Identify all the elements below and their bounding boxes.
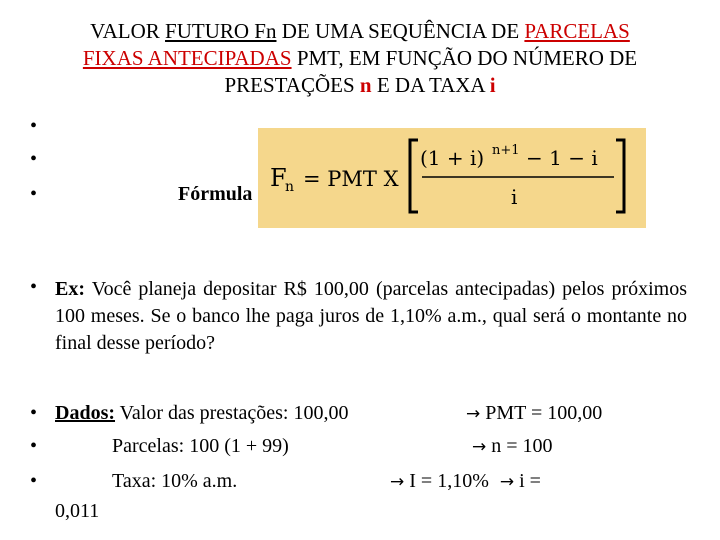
title-line-1: VALOR FUTURO Fn DE UMA SEQUÊNCIA DE PARCELAS [90, 19, 630, 43]
arrow-icon: → [472, 437, 487, 457]
dados-row-1-result: → PMT = 100,00 [466, 402, 603, 424]
arrow-icon: → [390, 472, 405, 492]
formula-label: Fórmula [178, 183, 253, 205]
title-line-2: FIXAS ANTECIPADAS PMT, EM FUNÇÃO DO NÚMERO DE [82, 46, 638, 70]
bullet-marker: • [30, 276, 38, 298]
dados-row-3: Taxa: 10% a.m. [112, 470, 238, 492]
title-i: i [489, 73, 496, 97]
example-label: Ex: [55, 278, 85, 300]
page-title [0, 18, 720, 99]
bullet-marker: • [30, 435, 38, 457]
formula-numerator-left: (1 + i) [420, 146, 485, 170]
title-future-value: FUTURO Fn [165, 19, 277, 43]
right-bracket [616, 140, 624, 212]
bullet-marker: • [30, 148, 38, 170]
dados-row-2: Parcelas: 100 (1 + 99) [112, 435, 289, 457]
bullet-marker: • [30, 402, 38, 424]
formula-box [258, 128, 646, 228]
example-paragraph [55, 276, 687, 357]
formula-exponent: n+1 [492, 143, 520, 158]
dados-row-2-result: → n = 100 [472, 435, 553, 457]
bullet-marker: • [30, 470, 38, 492]
formula-denominator: i [511, 185, 518, 209]
bullet-marker: • [30, 115, 38, 137]
formula-numerator-right: − 1 − i [526, 146, 598, 170]
title-n: n [359, 73, 372, 97]
dados-row-3-result: → I = 1,10% → i = [390, 470, 541, 492]
dados-row-1: Dados: Valor das prestações: 100,00 [55, 402, 349, 424]
example-text: Você planeja depositar R$ 100,00 (parcelas antecipadas) pelos próximos 100 meses. Se o banco lhe paga juros de 1,10% a.m., qual será o montante no final desse período? [55, 278, 688, 354]
bullet-marker: • [30, 183, 38, 205]
dados-label: Dados: [55, 402, 116, 424]
dados-row-3-continuation: 0,011 [55, 500, 100, 522]
formula-image [258, 128, 646, 228]
left-bracket [410, 140, 418, 212]
title-line-3: PRESTAÇÕES n E DA TAXA i [224, 73, 496, 97]
formula-lhs-subscript: n [285, 179, 295, 195]
arrow-icon: → [466, 404, 481, 424]
formula-lhs: F [270, 164, 287, 192]
title-fixas-antecipadas: FIXAS ANTECIPADAS [82, 46, 292, 70]
title-parcelas: PARCELAS [524, 19, 630, 43]
formula-eq: = PMT X [303, 167, 399, 191]
arrow-icon: → [499, 472, 515, 492]
